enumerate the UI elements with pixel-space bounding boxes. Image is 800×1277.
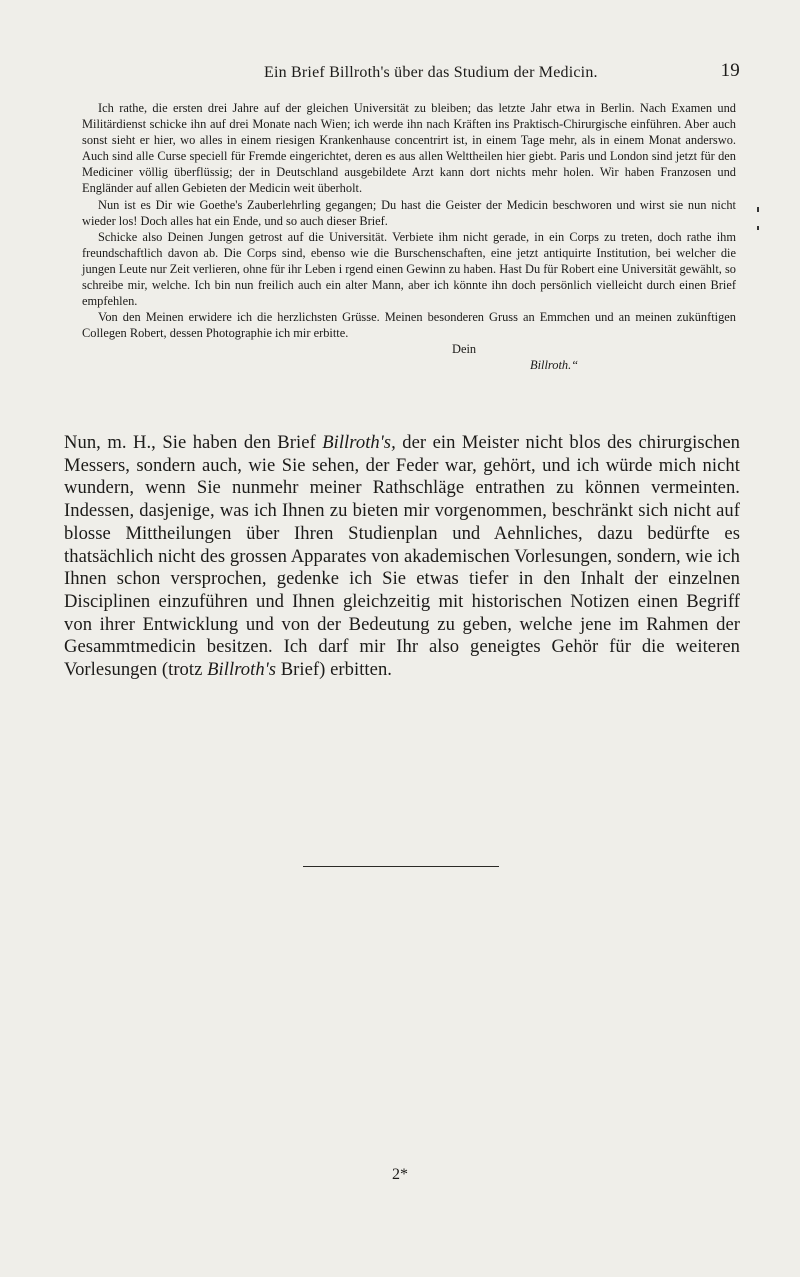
main-text-part-1: Nun, m. H., Sie haben den Brief — [64, 432, 323, 453]
letter-paragraph-4: Von den Meinen erwidere ich die herzlichsten Grüsse. Meinen besonderen Gruss an Emmchen und an meinen zukünftigen Collegen Robert, dessen Photographie ich mir erbitte. — [82, 310, 736, 341]
running-title: Ein Brief Billroth's über das Studium der Medicin. — [264, 64, 598, 81]
main-text-part-3: Brief) erbitten. — [276, 659, 392, 681]
signature-mark: 2* — [392, 1166, 408, 1183]
letter-signature: Billroth.“ — [530, 358, 579, 373]
letter-paragraph-3: Schicke also Deinen Jungen getrost auf die Universität. Verbiete ihm nicht gerade, in ein Corps zu treten, doch rathe ihm freundschaftlich davon ab. Die Corps sind, ebenso wie die Burschenschaften, eine jetzt antiquirte Institution, bei welcher die jungen Leute nur Zeit verlieren, ohne für ihr Leben i rgend einen Gewinn zu haben. Hast Du für Robert eine Universität gewählt, so schreibe mir, welche. Ich bin nun freilich auch ein alter Mann, aber ich könnte ihn doch persönlich vielleicht durch einen Brief empfehlen. — [82, 229, 736, 309]
page-number: 19 — [720, 60, 740, 81]
main-paragraph — [64, 432, 740, 682]
margin-speck — [757, 207, 759, 212]
main-text-part-2: der ein Meister nicht blos des chirurgischen Messers, sondern auch, wie Sie sehen, der Feder war, gehört, und ich würde mich nicht wundern, wenn Sie nunmehr meiner Rathschläge entrathen zu können vermeinten. Indessen, dasjenige, was ich Ihnen zu bieten mir vorgenommen, beschränkt sich nicht auf blosse Mittheilungen über Ihren Studienplan und Aehnliches, dazu bedürfte es thatsächlich nicht des grossen Apparates von akademischen Vorlesungen, sondern, wie ich Ihnen schon versprochen, gedenke ich Sie etwas tiefer in den Inhalt der einzelnen Disciplinen einzuführen und Ihnen gleichzeitig mit historischen Notizen einen Begriff von ihrer Entwicklung und von der Bedeutung zu geben, welche jene im Rahmen der Gesammtmedicin besitzen. Ich darf mir Ihr also geneigtes Gehör für die weiteren Vorlesungen (trotz — [64, 432, 740, 681]
letter-paragraph-1: Ich rathe, die ersten drei Jahre auf der gleichen Universität zu bleiben; das letzte Jahr etwa in Berlin. Nach Examen und Militärdienst schicke ihn auf drei Monate nach Wien; ich werde ihn nach Kräften ins Praktisch-Chirurgische einführen. Aber auch sonst sieht er hier, wo alles in einem riesigen Krankenhause concentrirt ist, in einem Tage mehr, als in einem Monat anderswo. Auch sind alle Curse speciell für Fremde eingerichtet, deren es aus allen Welttheilen hier giebt. Paris und London sind jetzt für den Mediciner völlig überflüssig; der in Deutschland ausgebildete Arzt kann dort nichts mehr holen. Wir haben Franzosen und Engländer auf allen Gebieten der Medicin weit überholt. — [82, 101, 736, 196]
margin-speck — [757, 226, 759, 230]
running-head — [64, 60, 740, 86]
main-text-italic-2: Billroth's — [207, 659, 277, 681]
section-rule — [303, 866, 499, 867]
letter-closing — [82, 341, 736, 373]
letter-closing-word: Dein — [452, 342, 477, 357]
quoted-letter — [82, 100, 736, 373]
main-text — [64, 432, 740, 682]
main-text-italic-1: Billroth's, — [322, 432, 396, 453]
letter-paragraph-2: Nun ist es Dir wie Goethe's Zauberlehrling gegangen; Du hast die Geister der Medicin beschworen und wirst sie nun nicht wieder los! Doch alles hat ein Ende, und so auch dieser Brief. — [82, 197, 736, 228]
